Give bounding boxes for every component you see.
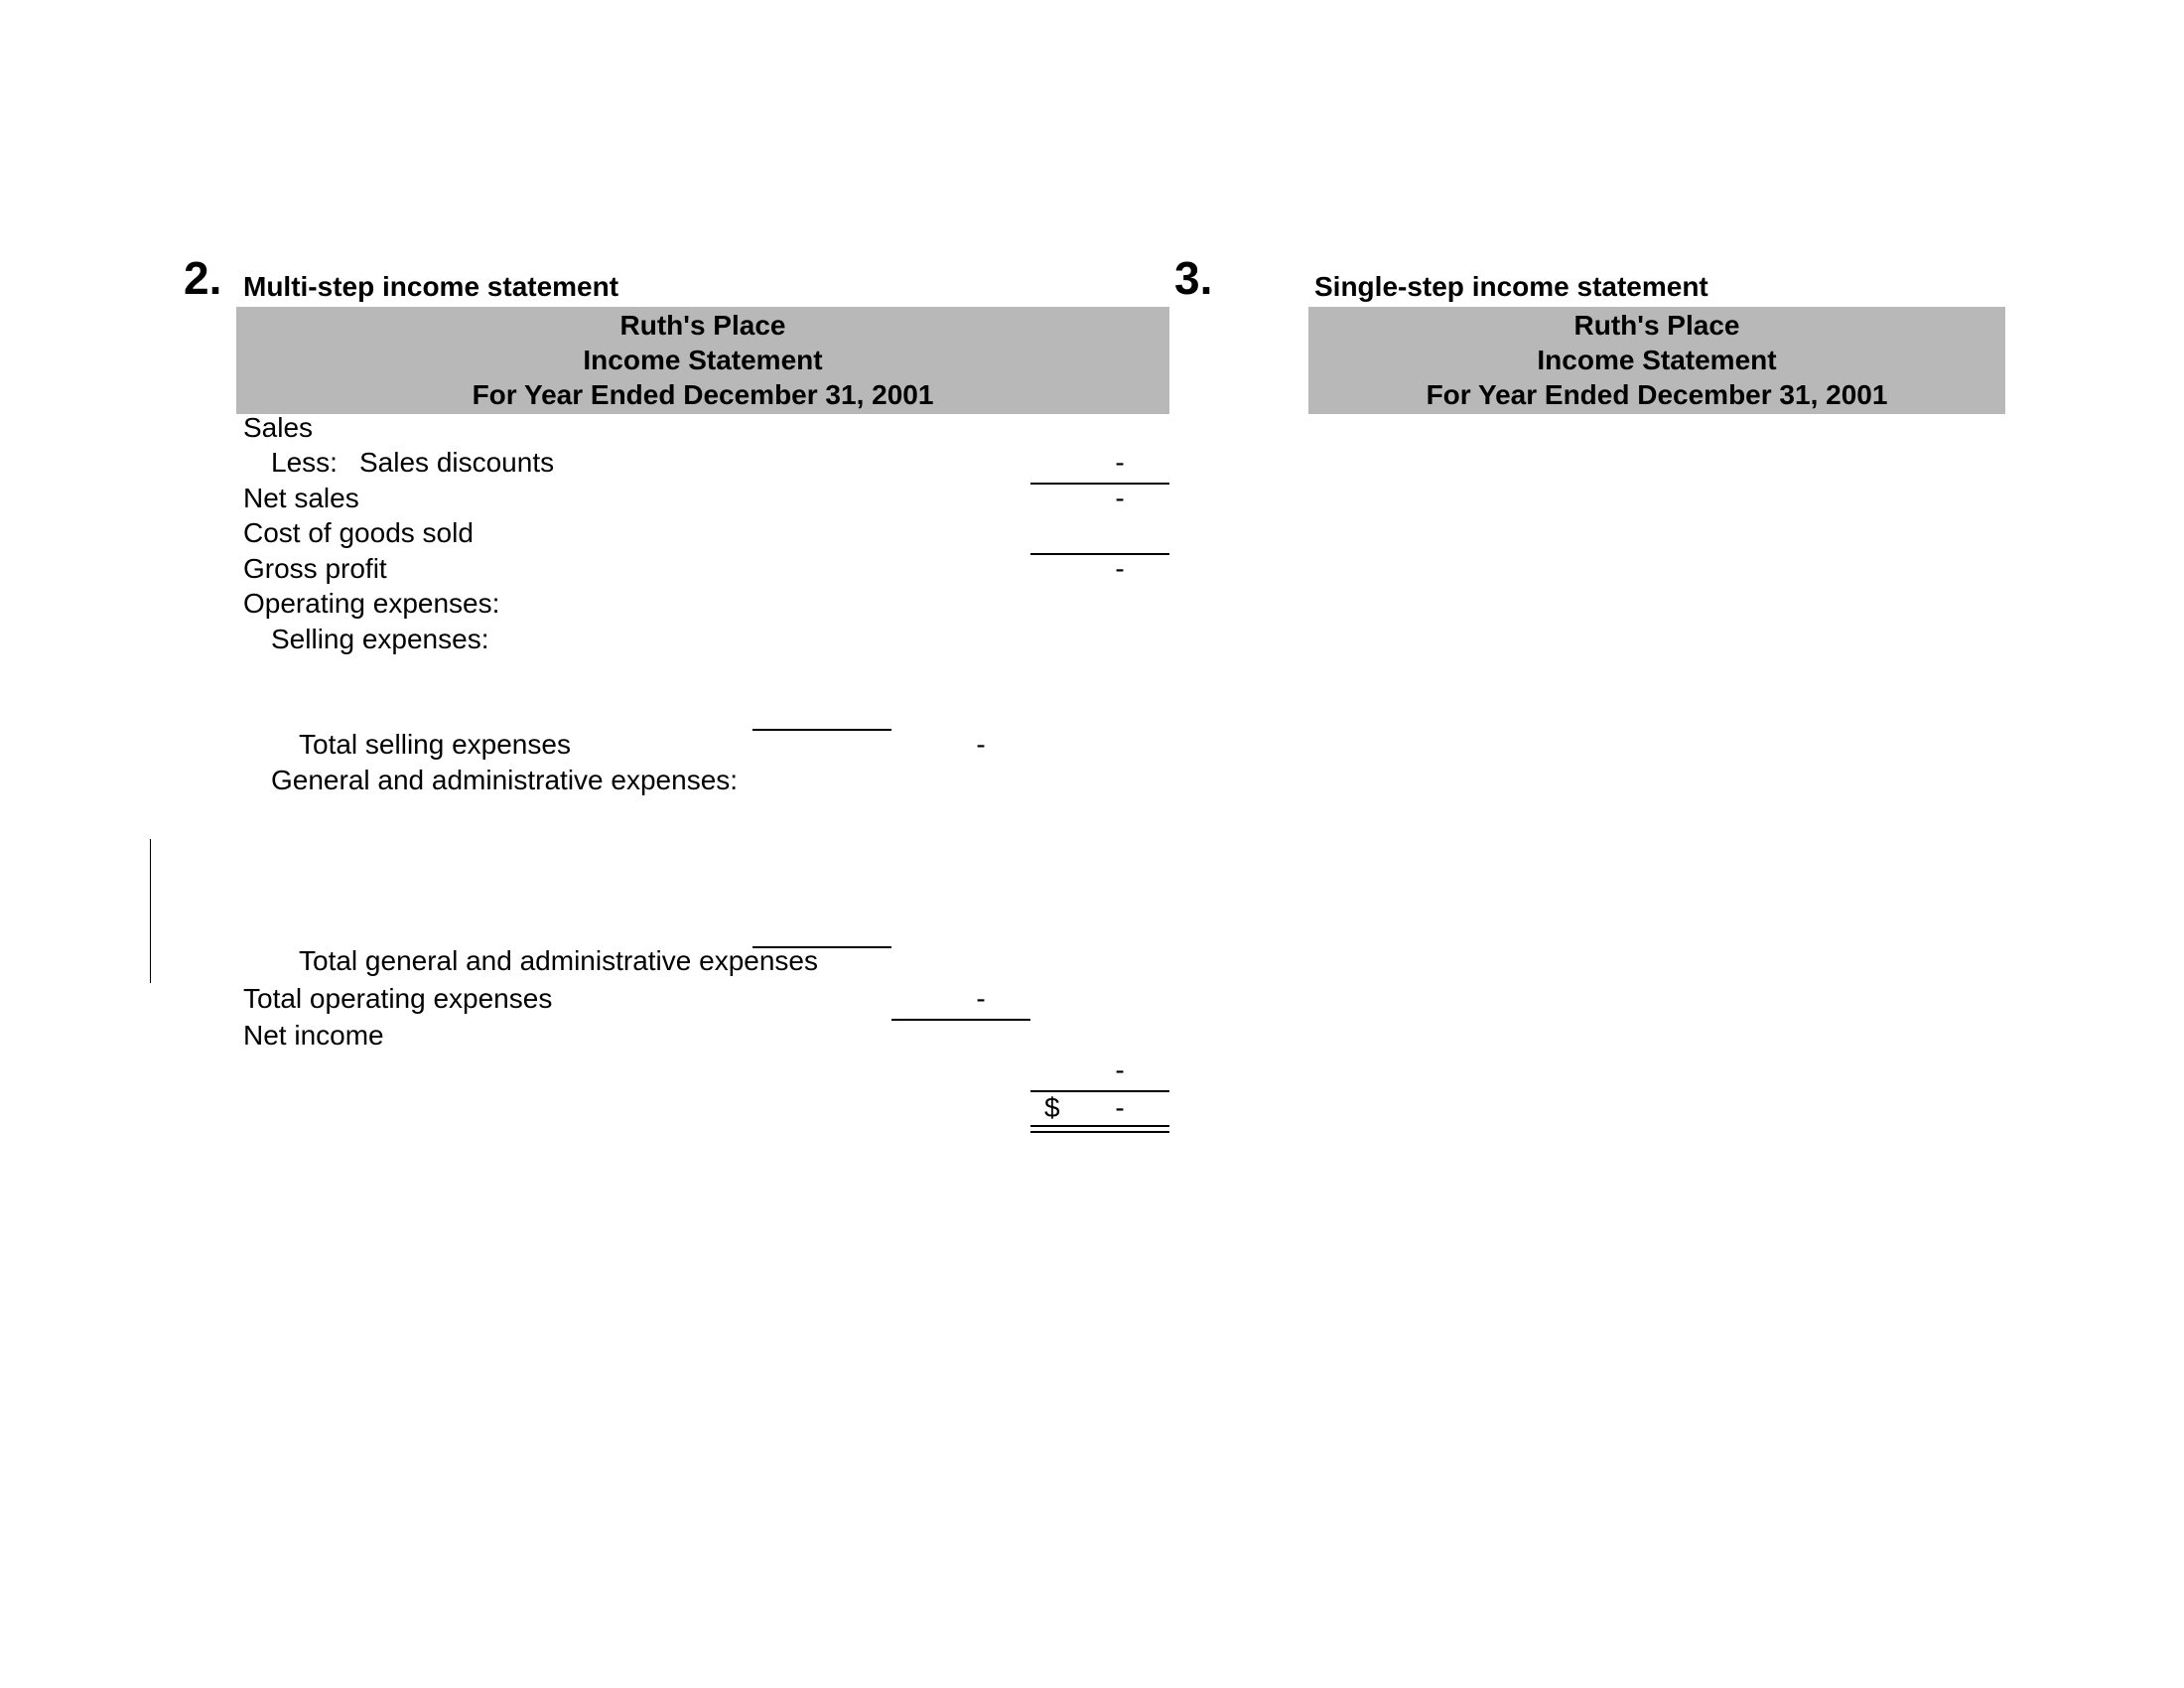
line-sales: Sales [243, 412, 314, 443]
company-name: Ruth's Place [619, 310, 786, 341]
value-net-income: - [1115, 1092, 1125, 1123]
section-number-3: 3. [1174, 252, 1213, 304]
value-sales-discounts: - [1115, 447, 1125, 478]
line-net-income: Net income [243, 1020, 384, 1051]
company-name: Ruth's Place [1573, 310, 1740, 341]
single-step-header [1308, 307, 2005, 414]
single-step-title: Single-step income statement [1314, 271, 1708, 302]
line-total-gen-admin: Total general and administrative expenses [299, 945, 818, 976]
underline-cogs [1030, 553, 1169, 555]
underline-total-operating [891, 1019, 1030, 1021]
value-total-operating: - [976, 983, 986, 1014]
statement-name: Income Statement [583, 345, 823, 375]
value-net-sales: - [1115, 483, 1125, 513]
statement-name: Income Statement [1537, 345, 1777, 375]
statement-period: For Year Ended December 31, 2001 [1426, 379, 1888, 410]
line-gross-profit: Gross profit [243, 553, 387, 584]
net-income-currency: $ [1044, 1092, 1060, 1123]
underline-selling-items [752, 729, 891, 731]
line-less-label: Less: [271, 447, 338, 478]
line-sales-discounts: Sales discounts [359, 447, 555, 478]
section-number-2: 2. [184, 252, 222, 304]
value-gross-profit: - [1115, 553, 1125, 584]
double-underline-net-income [1030, 1125, 1169, 1133]
line-selling-expenses: Selling expenses: [271, 624, 489, 654]
value-net-income-subtotal: - [1115, 1055, 1125, 1085]
value-total-selling: - [976, 729, 986, 760]
line-cost-of-goods-sold: Cost of goods sold [243, 517, 474, 548]
statement-period: For Year Ended December 31, 2001 [472, 379, 934, 410]
line-total-selling-expenses: Total selling expenses [299, 729, 571, 760]
multi-step-title: Multi-step income statement [243, 271, 619, 302]
underline-sales-discounts [1030, 483, 1169, 485]
multi-step-header [236, 307, 1169, 414]
line-general-admin-expenses: General and administrative expenses: [271, 765, 739, 795]
line-net-sales: Net sales [243, 483, 359, 513]
line-operating-expenses: Operating expenses: [243, 588, 500, 619]
margin-bar [150, 839, 151, 983]
line-total-operating-expenses: Total operating expenses [243, 983, 553, 1014]
